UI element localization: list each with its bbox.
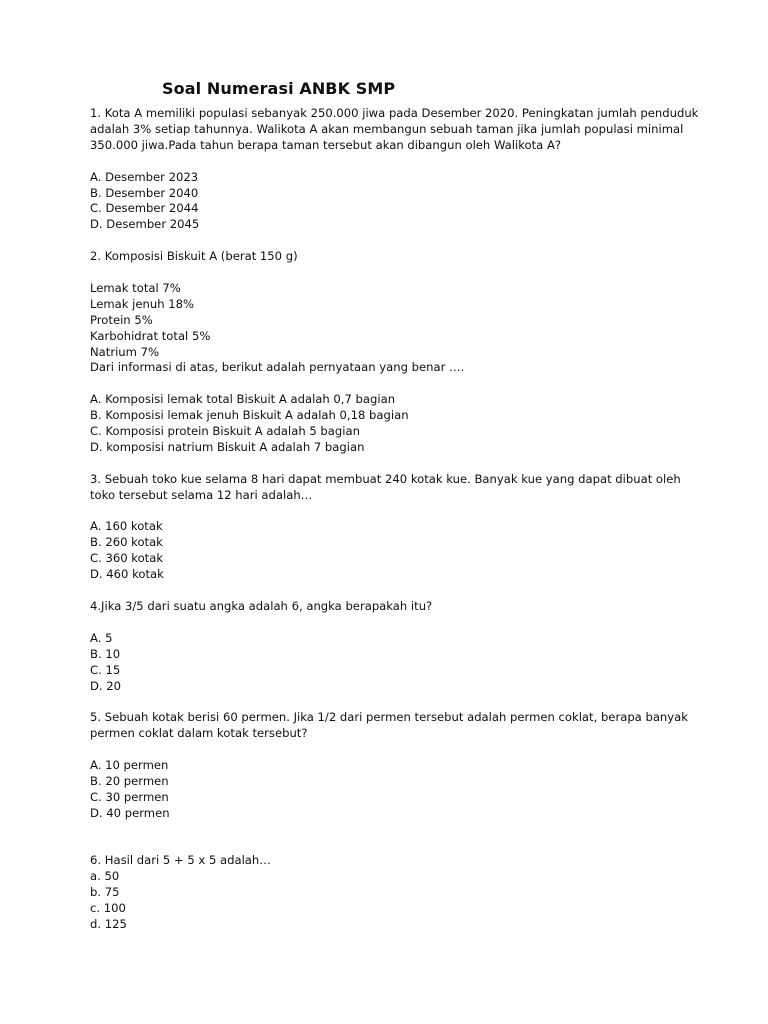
question-5 bbox=[90, 710, 690, 821]
info-line: Lemak jenuh 18% bbox=[90, 296, 195, 311]
document-title: Soal Numerasi ANBK SMP bbox=[162, 79, 396, 98]
answer-option: C. Desember 2044 bbox=[90, 201, 199, 216]
question-text-line: 350.000 jiwa.Pada tahun berapa taman tersebut akan dibangun oleh Walikota A? bbox=[90, 137, 562, 152]
question-text-line: 3. Sebuah toko kue selama 8 hari dapat membuat 240 kotak kue. Banyak kue yang dapat dibuat oleh bbox=[90, 471, 681, 486]
answer-option: D. Desember 2045 bbox=[90, 217, 200, 232]
question-text-line: toko tersebut selama 12 hari adalah… bbox=[90, 487, 313, 502]
info-line: Lemak total 7% bbox=[90, 280, 181, 295]
info-line: Dari informasi di atas, berikut adalah pernyataan yang benar …. bbox=[90, 360, 465, 375]
info-line: Protein 5% bbox=[90, 312, 153, 327]
question-4 bbox=[90, 599, 690, 694]
answer-option: b. 75 bbox=[90, 885, 120, 900]
answer-option: B. 20 permen bbox=[90, 773, 169, 788]
question-text-line: 5. Sebuah kotak berisi 60 permen. Jika 1/2 dari permen tersebut adalah permen coklat, berapa banyak bbox=[90, 710, 688, 725]
answer-option: A. 5 bbox=[90, 630, 113, 645]
question-text-line: 6. Hasil dari 5 + 5 x 5 adalah… bbox=[90, 853, 271, 868]
question-2 bbox=[90, 249, 690, 456]
info-line: Natrium 7% bbox=[90, 344, 160, 359]
answer-option: C. 30 permen bbox=[90, 789, 169, 804]
question-text-line: 4.Jika 3/5 dari suatu angka adalah 6, angka berapakah itu? bbox=[90, 598, 433, 613]
answer-option: B. Komposisi lemak jenuh Biskuit A adalah 0,18 bagian bbox=[90, 408, 409, 423]
answer-option: D. komposisi natrium Biskuit A adalah 7 bagian bbox=[90, 439, 365, 454]
question-text-line: 2. Komposisi Biskuit A (berat 150 g) bbox=[90, 249, 298, 264]
info-line: Karbohidrat total 5% bbox=[90, 328, 211, 343]
answer-option: a. 50 bbox=[90, 869, 120, 884]
document-page bbox=[90, 78, 699, 933]
answer-option: D. 20 bbox=[90, 678, 122, 693]
answer-option: B. 260 kotak bbox=[90, 535, 163, 550]
question-text-line: adalah 3% setiap tahunnya. Walikota A akan membangun sebuah taman jika jumlah populasi minimal bbox=[90, 121, 684, 136]
answer-option: c. 100 bbox=[90, 901, 126, 916]
answer-option: A. 10 permen bbox=[90, 758, 169, 772]
question-1 bbox=[90, 106, 699, 233]
answer-option: D. 460 kotak bbox=[90, 567, 164, 582]
answer-option: C. Komposisi protein Biskuit A adalah 5 bagian bbox=[90, 424, 360, 439]
answer-option: A. Komposisi lemak total Biskuit A adalah 0,7 bagian bbox=[90, 392, 396, 407]
question-3 bbox=[90, 472, 690, 583]
question-6 bbox=[90, 853, 690, 933]
question-text-line: permen coklat dalam kotak tersebut? bbox=[90, 726, 308, 741]
answer-option: A. 160 kotak bbox=[90, 519, 163, 534]
answer-option: B. 10 bbox=[90, 646, 121, 661]
answer-option: D. 40 permen bbox=[90, 805, 170, 820]
answer-option: C. 360 kotak bbox=[90, 551, 164, 566]
answer-option: C. 15 bbox=[90, 662, 121, 677]
answer-option: A. Desember 2023 bbox=[90, 169, 199, 184]
answer-option: d. 125 bbox=[90, 917, 127, 932]
question-text-line: 1. Kota A memiliki populasi sebanyak 250.000 jiwa pada Desember 2020. Peningkatan jumlah penduduk bbox=[90, 106, 699, 120]
answer-option: B. Desember 2040 bbox=[90, 185, 199, 200]
